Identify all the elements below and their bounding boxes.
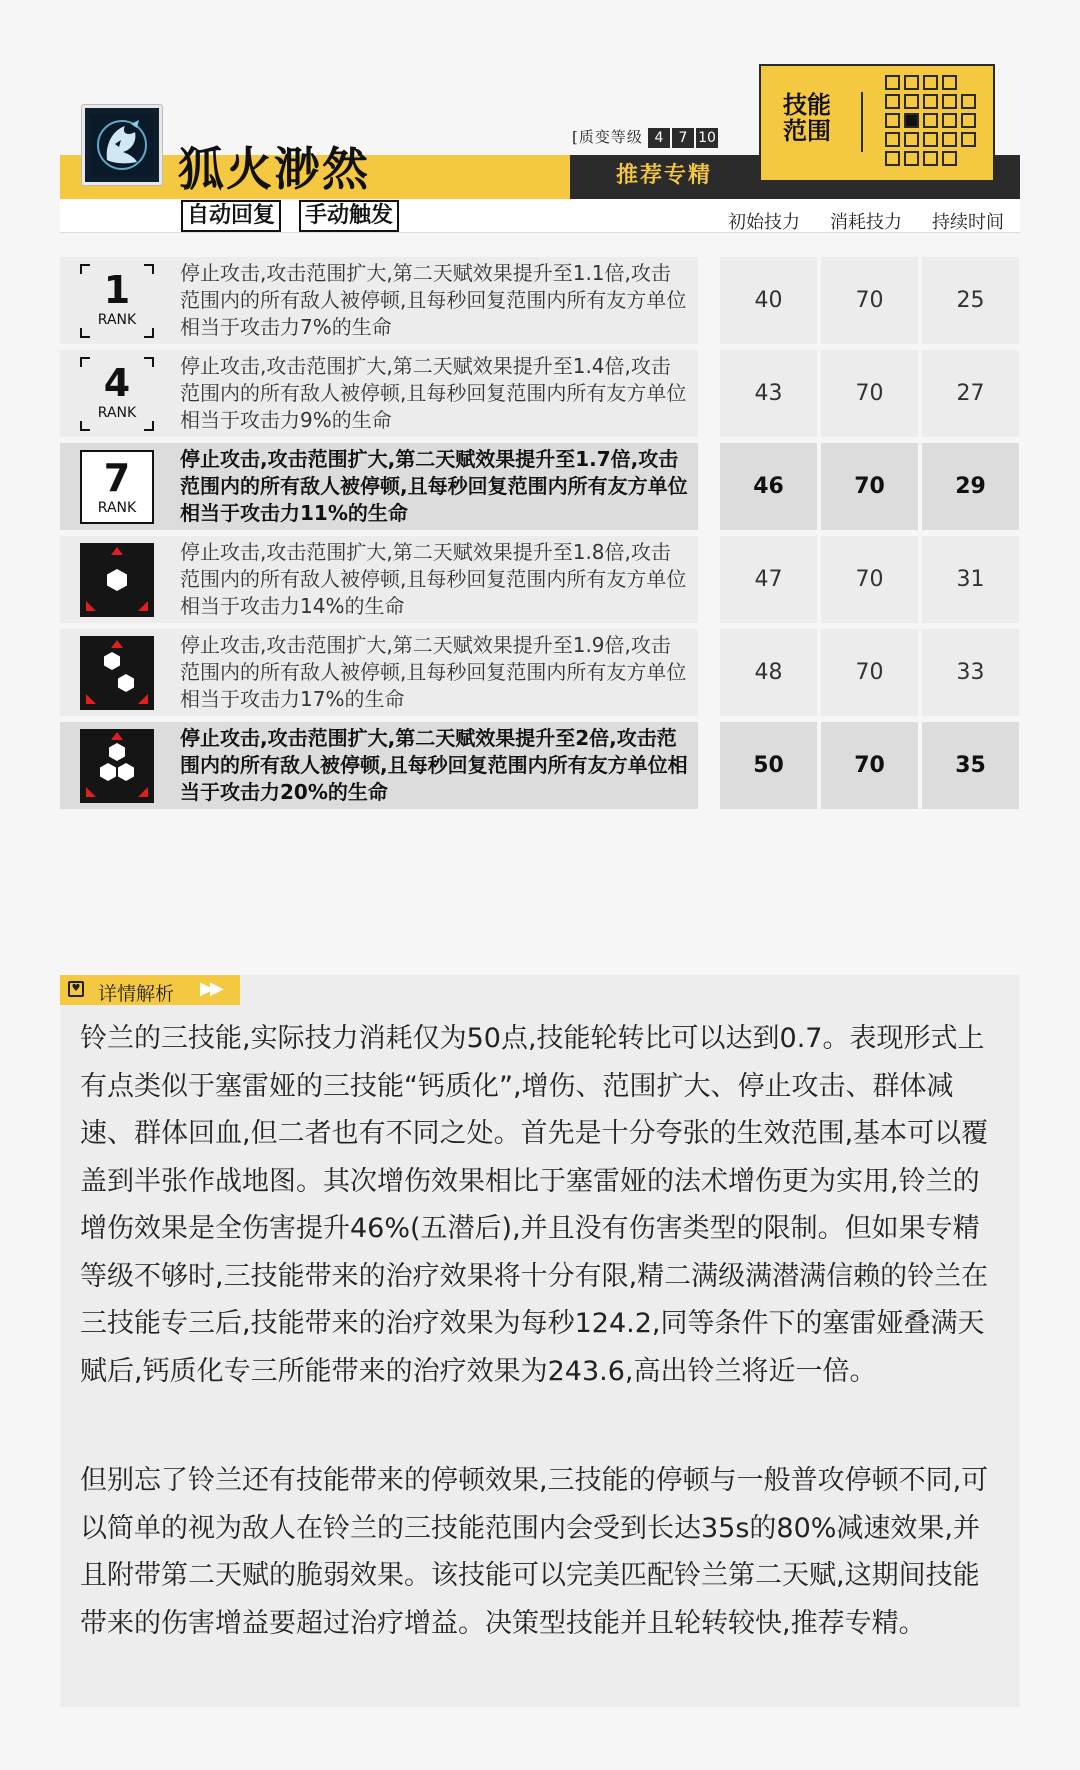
analysis-tag xyxy=(60,975,240,1005)
rank-badge xyxy=(80,450,154,524)
sp-cost-value: 70 xyxy=(855,381,884,406)
level-description: 停止攻击,攻击范围扩大,第二天赋效果提升至1.4倍,攻击范围内的所有敌人被停顿,且每秒回复范围内所有友方单位相当于攻击力9%的生命 xyxy=(180,354,687,432)
range-cell xyxy=(904,132,919,147)
skill-name: 狐火渺然 xyxy=(178,142,370,196)
range-cell xyxy=(904,151,919,166)
duration-value: 27 xyxy=(956,381,985,406)
range-cell xyxy=(923,132,938,147)
range-cell xyxy=(942,151,957,166)
table-row-highlighted xyxy=(60,719,1020,812)
rank-badge xyxy=(80,357,154,431)
range-divider xyxy=(861,92,863,152)
range-title-line1: 技能 xyxy=(783,91,831,119)
skill-range-panel xyxy=(759,64,995,182)
skill-level-table xyxy=(60,254,1020,812)
range-cell xyxy=(923,113,938,128)
range-cell xyxy=(942,94,957,109)
quality-level-label: [ 质变等级 xyxy=(572,126,643,147)
range-cell xyxy=(885,132,900,147)
level-description: 停止攻击,攻击范围扩大,第二天赋效果提升至1.8倍,攻击范围内的所有敌人被停顿,且每秒回复范围内所有友方单位相当于攻击力14%的生命 xyxy=(180,540,687,618)
fox-skill-icon xyxy=(82,105,162,185)
table-row xyxy=(60,533,1020,626)
analysis-paragraph-1: 铃兰的三技能,实际技力消耗仅为50点,技能轮转比可以达到0.7。表现形式上有点类似于塞雷娅的三技能“钙质化”,增伤、范围扩大、停止攻击、群体减速、群体回血,但二者也有不同之处。首先是十分夸张的生效范围,基本可以覆盖到半张作战地图。其次增伤效果相比于塞雷娅的法术增伤更为实用,铃兰的增伤效果是全伤害提升46%(五潜后),并且没有伤害类型的限制。但如果专精等级不够时,三技能带来的治疗效果将十分有限,精二满级满潜满信赖的铃兰在三技能专三后,技能带来的治疗效果为每秒124.2,同等条件下的塞雷娅叠满天赋后,钙质化专三所能带来的治疗效果为243.6,高出铃兰将近一倍。 xyxy=(80,1023,989,1387)
quality-level-4: 4 xyxy=(648,128,670,148)
rank-label: RANK xyxy=(97,312,137,328)
sp-cost-value: 70 xyxy=(854,474,885,499)
range-cell xyxy=(961,113,976,128)
rank-number: 1 xyxy=(103,268,131,312)
sp-cost-value: 70 xyxy=(855,288,884,313)
table-row xyxy=(60,626,1020,719)
range-cell xyxy=(885,113,900,128)
rank-badge xyxy=(80,264,154,338)
duration-value: 29 xyxy=(955,474,986,499)
range-cell xyxy=(942,75,957,90)
initial-sp-value: 46 xyxy=(753,474,784,499)
quality-level-10: 10 xyxy=(696,128,718,148)
auto-recover-tag: 自动回复 xyxy=(181,200,281,232)
quality-level-7: 7 xyxy=(672,128,694,148)
duration-value: 35 xyxy=(955,753,986,778)
mastery-2-icon xyxy=(80,636,154,710)
skill-card xyxy=(60,60,1020,812)
range-grid-icon xyxy=(885,75,985,175)
rank-label: RANK xyxy=(97,405,137,421)
analysis-paragraph-2: 但别忘了铃兰还有技能带来的停顿效果,三技能的停顿与一般普攻停顿不同,可以简单的视为敌人在铃兰的三技能范围内会受到长达35s的80%减速效果,并且附带第二天赋的脆弱效果。该技能可以完美匹配铃兰第二天赋,这期间技能带来的伤害增益要超过治疗增益。决策型技能并且轮转较快,推荐专精。 xyxy=(80,1465,989,1639)
range-cell xyxy=(942,132,957,147)
recommend-mastery-label: 推荐专精 xyxy=(616,163,713,188)
range-cell xyxy=(923,75,938,90)
skill-header xyxy=(60,60,1020,232)
rank-number: 4 xyxy=(103,361,131,405)
initial-sp-value: 47 xyxy=(754,567,783,592)
range-cell xyxy=(923,151,938,166)
initial-sp-value: 43 xyxy=(754,381,783,406)
range-cell xyxy=(885,151,900,166)
sp-cost-value: 70 xyxy=(854,753,885,778)
range-cell xyxy=(923,94,938,109)
table-row-highlighted xyxy=(60,440,1020,533)
duration-value: 31 xyxy=(956,567,985,592)
range-cell xyxy=(904,94,919,109)
heart-box-icon: ♥ xyxy=(68,981,84,997)
initial-sp-value: 50 xyxy=(753,753,784,778)
skill-range-title xyxy=(783,92,831,144)
sp-cost-value: 70 xyxy=(855,567,884,592)
range-cell xyxy=(961,94,976,109)
initial-sp-value: 48 xyxy=(754,660,783,685)
range-title-line2: 范围 xyxy=(783,117,831,145)
level-description: 停止攻击,攻击范围扩大,第二天赋效果提升至1.7倍,攻击范围内的所有敌人被停顿,且每秒回复范围内所有友方单位相当于攻击力11%的生命 xyxy=(180,447,688,525)
range-cell xyxy=(961,132,976,147)
arrow-right-icon: ▶▶ xyxy=(200,978,220,999)
analysis-section xyxy=(60,975,1020,1707)
table-row xyxy=(60,254,1020,347)
manual-trigger-tag: 手动触发 xyxy=(299,200,399,232)
column-sp-cost: 消耗技力 xyxy=(830,212,902,233)
rank-number: 7 xyxy=(103,456,131,500)
duration-value: 33 xyxy=(956,660,985,685)
initial-sp-value: 40 xyxy=(754,288,783,313)
mastery-1-icon xyxy=(80,543,154,617)
range-self-cell xyxy=(904,113,919,128)
mastery-3-icon xyxy=(80,729,154,803)
analysis-label: 详情解析 xyxy=(98,983,175,1005)
range-cell xyxy=(942,113,957,128)
column-initial-sp: 初始技力 xyxy=(728,212,800,233)
range-cell xyxy=(904,75,919,90)
level-description: 停止攻击,攻击范围扩大,第二天赋效果提升至1.1倍,攻击范围内的所有敌人被停顿,且每秒回复范围内所有友方单位相当于攻击力7%的生命 xyxy=(180,261,687,339)
level-description: 停止攻击,攻击范围扩大,第二天赋效果提升至2倍,攻击范围内的所有敌人被停顿,且每秒回复范围内所有友方单位相当于攻击力20%的生命 xyxy=(180,726,688,804)
duration-value: 25 xyxy=(956,288,985,313)
range-cell xyxy=(885,75,900,90)
column-duration: 持续时间 xyxy=(932,212,1004,233)
rank-label: RANK xyxy=(97,500,137,516)
table-row xyxy=(60,347,1020,440)
sp-cost-value: 70 xyxy=(855,660,884,685)
level-description: 停止攻击,攻击范围扩大,第二天赋效果提升至1.9倍,攻击范围内的所有敌人被停顿,且每秒回复范围内所有友方单位相当于攻击力17%的生命 xyxy=(180,633,687,711)
range-cell xyxy=(885,94,900,109)
